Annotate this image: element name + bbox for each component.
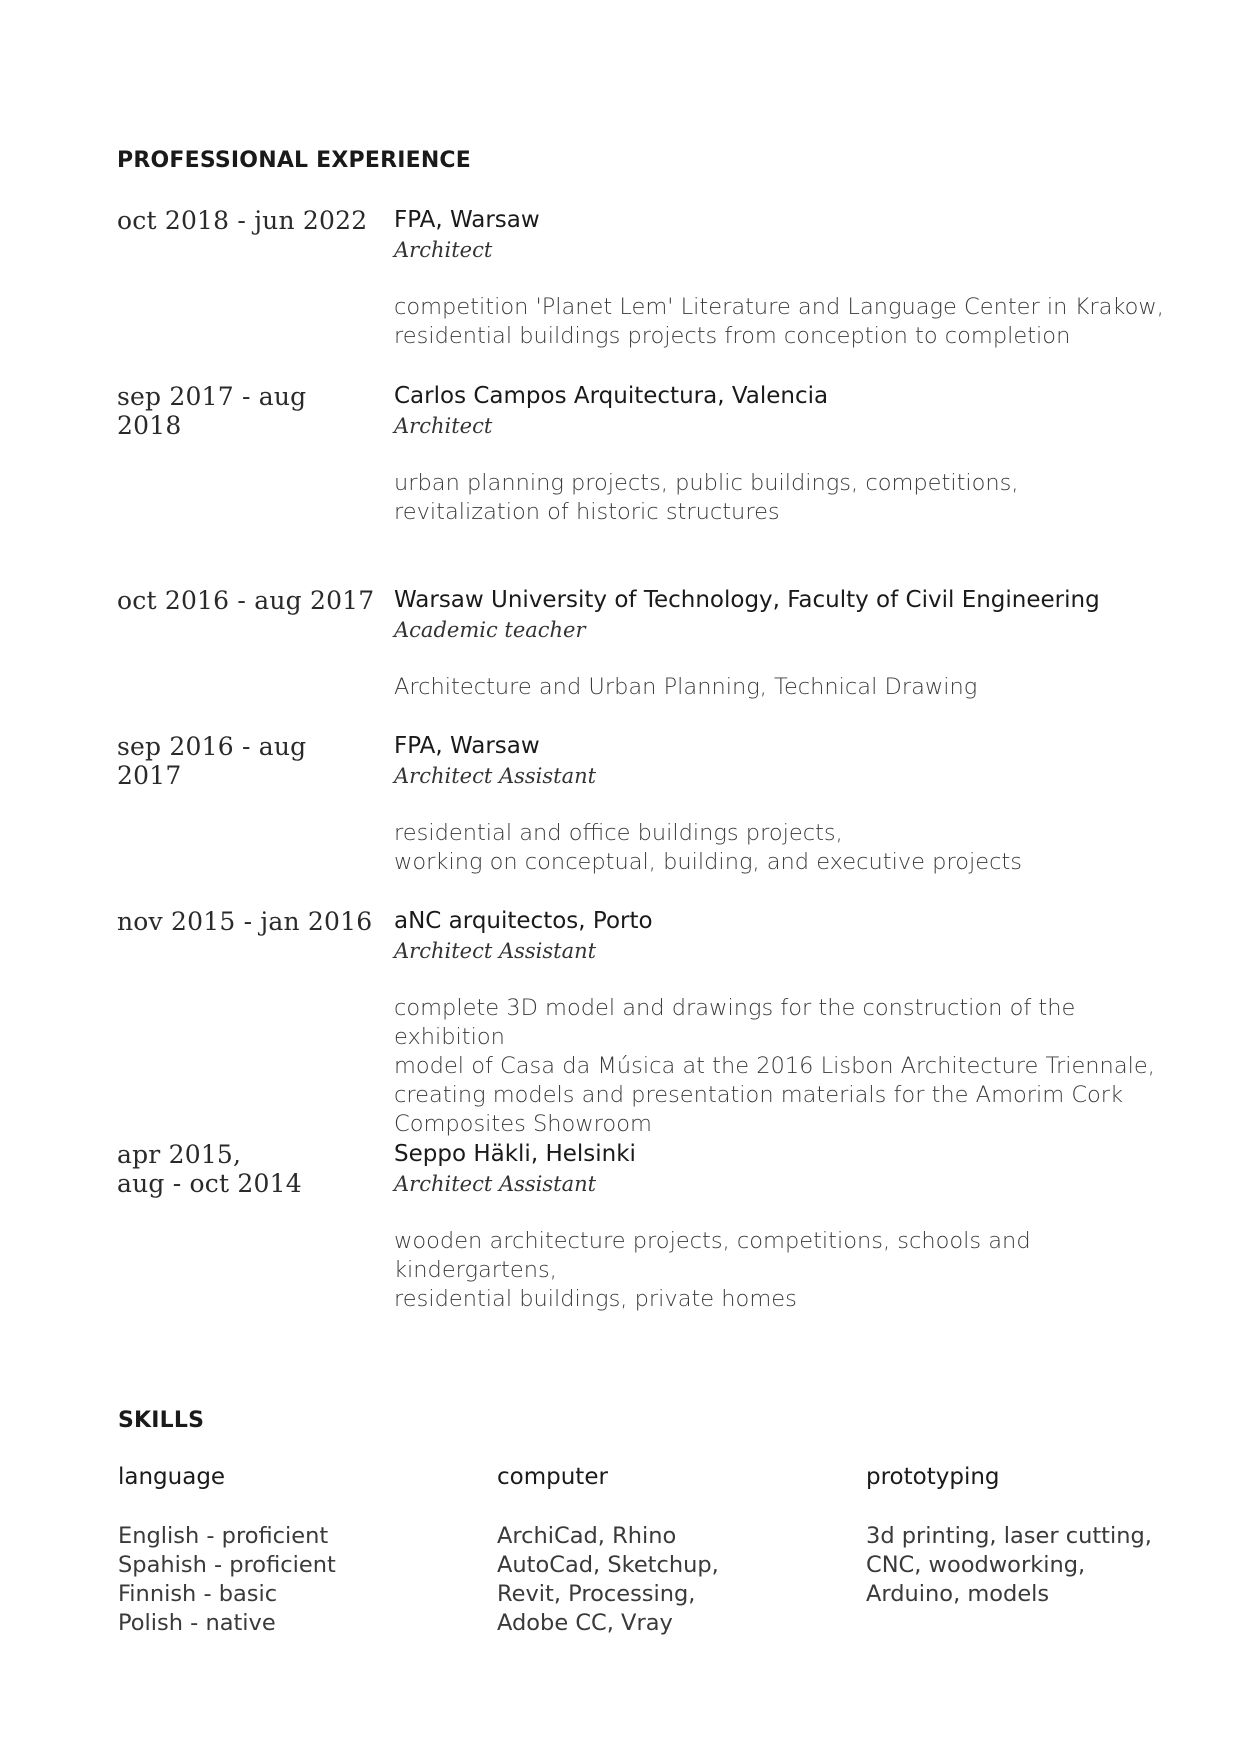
entry-description: Architecture and Urban Planning, Technical Drawing [394, 674, 978, 700]
skill-item: English - proficient [118, 1523, 329, 1549]
entry-details [394, 586, 1174, 702]
entry-role: Architect [394, 414, 493, 438]
entry-role: Architect [394, 238, 493, 262]
skills-heading: prototyping [866, 1464, 1000, 1490]
entry-date: nov 2015 - jan 2016 [117, 907, 373, 936]
skill-item: ArchiCad, Rhino [497, 1523, 677, 1549]
skills-heading: computer [497, 1464, 608, 1490]
entry-date: oct 2018 - jun 2022 [117, 206, 368, 235]
entry-organization: FPA, Warsaw [394, 207, 540, 233]
section-title-experience: PROFESSIONAL EXPERIENCE [117, 148, 472, 173]
skill-item: AutoCad, Sketchup, [497, 1552, 719, 1578]
entry-details [394, 206, 1174, 351]
entry-organization: Seppo Häkli, Helsinki [394, 1141, 636, 1167]
skill-item: Arduino, models [866, 1581, 1050, 1607]
entry-description: urban planning projects, public buildings, competitions, revitalization of historic structures [394, 470, 1019, 525]
entry-details [394, 1140, 1174, 1314]
skill-item: Adobe CC, Vray [497, 1610, 673, 1636]
skills-heading: language [118, 1464, 226, 1490]
entry-role: Architect Assistant [394, 764, 597, 788]
entry-organization: Carlos Campos Arquitectura, Valencia [394, 383, 829, 409]
entry-role: Academic teacher [394, 618, 586, 642]
entry-description: wooden architecture projects, competitions, schools and kindergartens, residential buildings, private homes [394, 1228, 1031, 1312]
skill-item: Finnish - basic [118, 1581, 278, 1607]
entry-date: oct 2016 - aug 2017 [117, 586, 375, 615]
skills-column-prototyping [866, 1463, 1206, 1609]
entry-role: Architect Assistant [394, 1172, 597, 1196]
skills-column-language [118, 1463, 458, 1638]
skill-item: 3d printing, laser cutting, [866, 1523, 1152, 1549]
skills-column-computer [497, 1463, 837, 1638]
entry-date: sep 2016 - aug 2017 [117, 732, 307, 790]
entry-description: complete 3D model and drawings for the construction of the exhibition model of Casa da Música at the 2016 Lisbon Architecture Triennale, creating models and presentation materials for the Amorim Cork Composites Showroom [394, 995, 1155, 1137]
skill-item: Spahish - proficient [118, 1552, 336, 1578]
entry-date: apr 2015, aug - oct 2014 [117, 1140, 302, 1198]
skill-item: CNC, woodworking, [866, 1552, 1086, 1578]
skills-list [118, 1522, 458, 1638]
entry-role: Architect Assistant [394, 939, 597, 963]
entry-details [394, 732, 1174, 877]
entry-description: competition 'Planet Lem' Literature and Language Center in Krakow, residential buildings projects from conception to completion [394, 294, 1164, 349]
skill-item: Revit, Processing, [497, 1581, 696, 1607]
entry-organization: FPA, Warsaw [394, 733, 540, 759]
entry-organization: Warsaw University of Technology, Faculty of Civil Engineering [394, 587, 1100, 613]
entry-details [394, 382, 1174, 527]
skill-item: Polish - native [118, 1610, 276, 1636]
entry-organization: aNC arquitectos, Porto [394, 908, 653, 934]
skills-list [866, 1522, 1206, 1609]
entry-details [394, 907, 1174, 1139]
section-title-skills: SKILLS [118, 1408, 205, 1433]
entry-description: residential and office buildings projects, working on conceptual, building, and executive projects [394, 820, 1022, 875]
skills-list [497, 1522, 837, 1638]
entry-date: sep 2017 - aug 2018 [117, 382, 307, 440]
